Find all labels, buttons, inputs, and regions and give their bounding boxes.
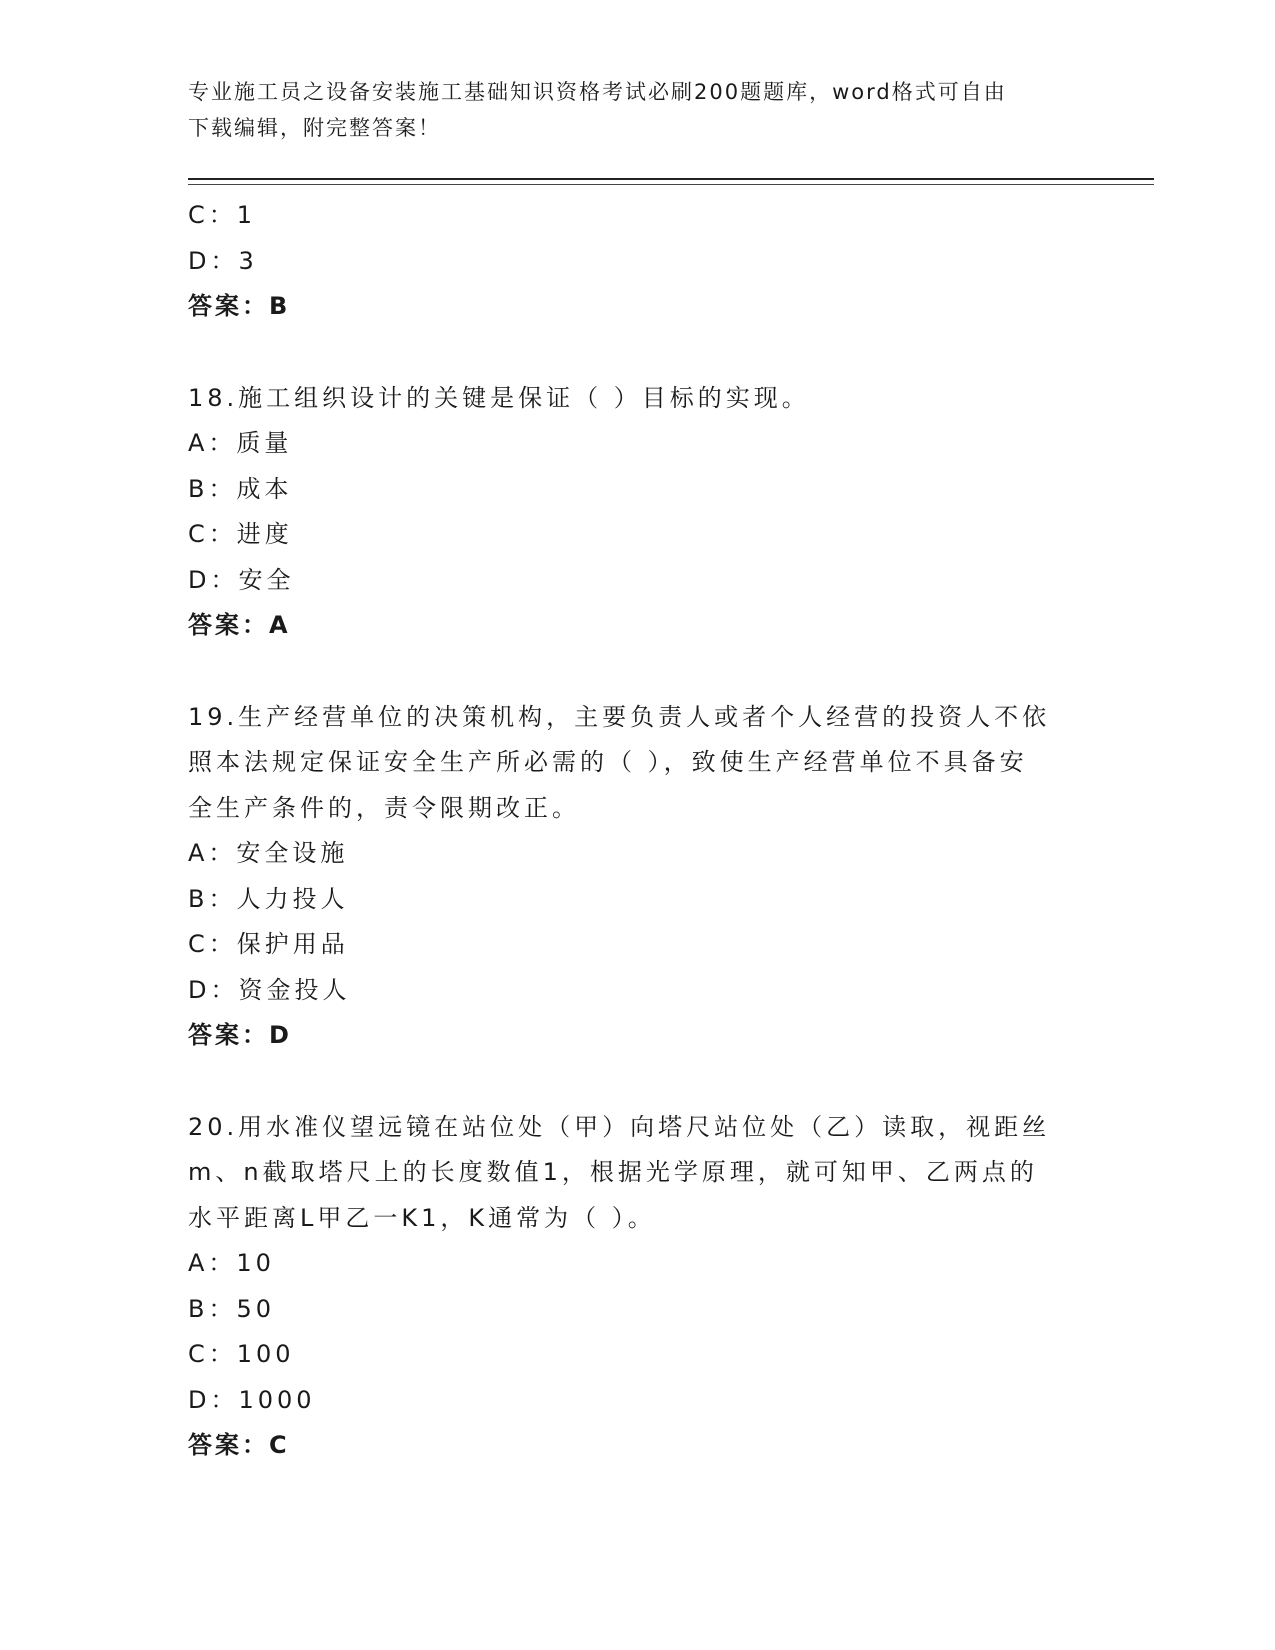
spacer — [188, 1059, 1088, 1105]
option-c: C：进度 — [188, 520, 293, 548]
answer-line: 答案：C — [188, 1431, 290, 1459]
carryover-question — [188, 193, 1088, 330]
question-stem — [188, 695, 1088, 832]
option-a: A：安全设施 — [188, 839, 349, 867]
stem-line: 水平距离L甲乙一K1，K通常为（ ）。 — [188, 1203, 656, 1232]
question-stem — [188, 1105, 1088, 1242]
stem-line: 20.用水准仪望远镜在站位处（甲）向塔尺站位处（乙）读取，视距丝 — [188, 1112, 1051, 1141]
option-d: D：资金投人 — [188, 975, 351, 1004]
answer-line: 答案：D — [188, 1021, 292, 1049]
header-line-2: 下载编辑，附完整答案！ — [188, 116, 441, 140]
option-d: D：安全 — [188, 565, 295, 594]
option-d: D：3 — [188, 246, 258, 275]
question-19 — [188, 695, 1088, 1059]
option-a: A：10 — [188, 1249, 275, 1277]
option-c: C：1 — [188, 201, 257, 229]
stem-line: 照本法规定保证安全生产所必需的（ ），致使生产经营单位不具备安 — [188, 748, 1028, 776]
question-stem — [188, 376, 1088, 422]
stem-line: 全生产条件的，责令限期改正。 — [188, 793, 580, 822]
spacer — [188, 649, 1088, 695]
stem-line: 18.施工组织设计的关键是保证（ ）目标的实现。 — [188, 383, 810, 412]
header-line-1: 专业施工员之设备安装施工基础知识资格考试必刷200题题库，word格式可自由 — [188, 80, 1007, 104]
option-c: C：100 — [188, 1340, 295, 1368]
question-20 — [188, 1105, 1088, 1469]
option-b: B：50 — [188, 1294, 276, 1323]
question-list — [188, 193, 1088, 1469]
header-divider-thick — [188, 178, 1154, 180]
spacer — [188, 330, 1088, 376]
option-c: C：保护用品 — [188, 930, 349, 958]
question-18 — [188, 376, 1088, 649]
header-divider-thin — [188, 184, 1154, 185]
option-b: B：成本 — [188, 474, 293, 503]
option-b: B：人力投人 — [188, 884, 349, 913]
stem-line: m、n截取塔尺上的长度数值1，根据光学原理，就可知甲、乙两点的 — [188, 1158, 1038, 1186]
answer-line: 答案：B — [188, 292, 291, 320]
option-a: A：质量 — [188, 429, 293, 457]
document-header — [188, 74, 1068, 146]
option-d: D：1000 — [188, 1385, 316, 1414]
stem-line: 19.生产经营单位的决策机构，主要负责人或者个人经营的投资人不依 — [188, 702, 1051, 731]
answer-line: 答案：A — [188, 611, 291, 639]
